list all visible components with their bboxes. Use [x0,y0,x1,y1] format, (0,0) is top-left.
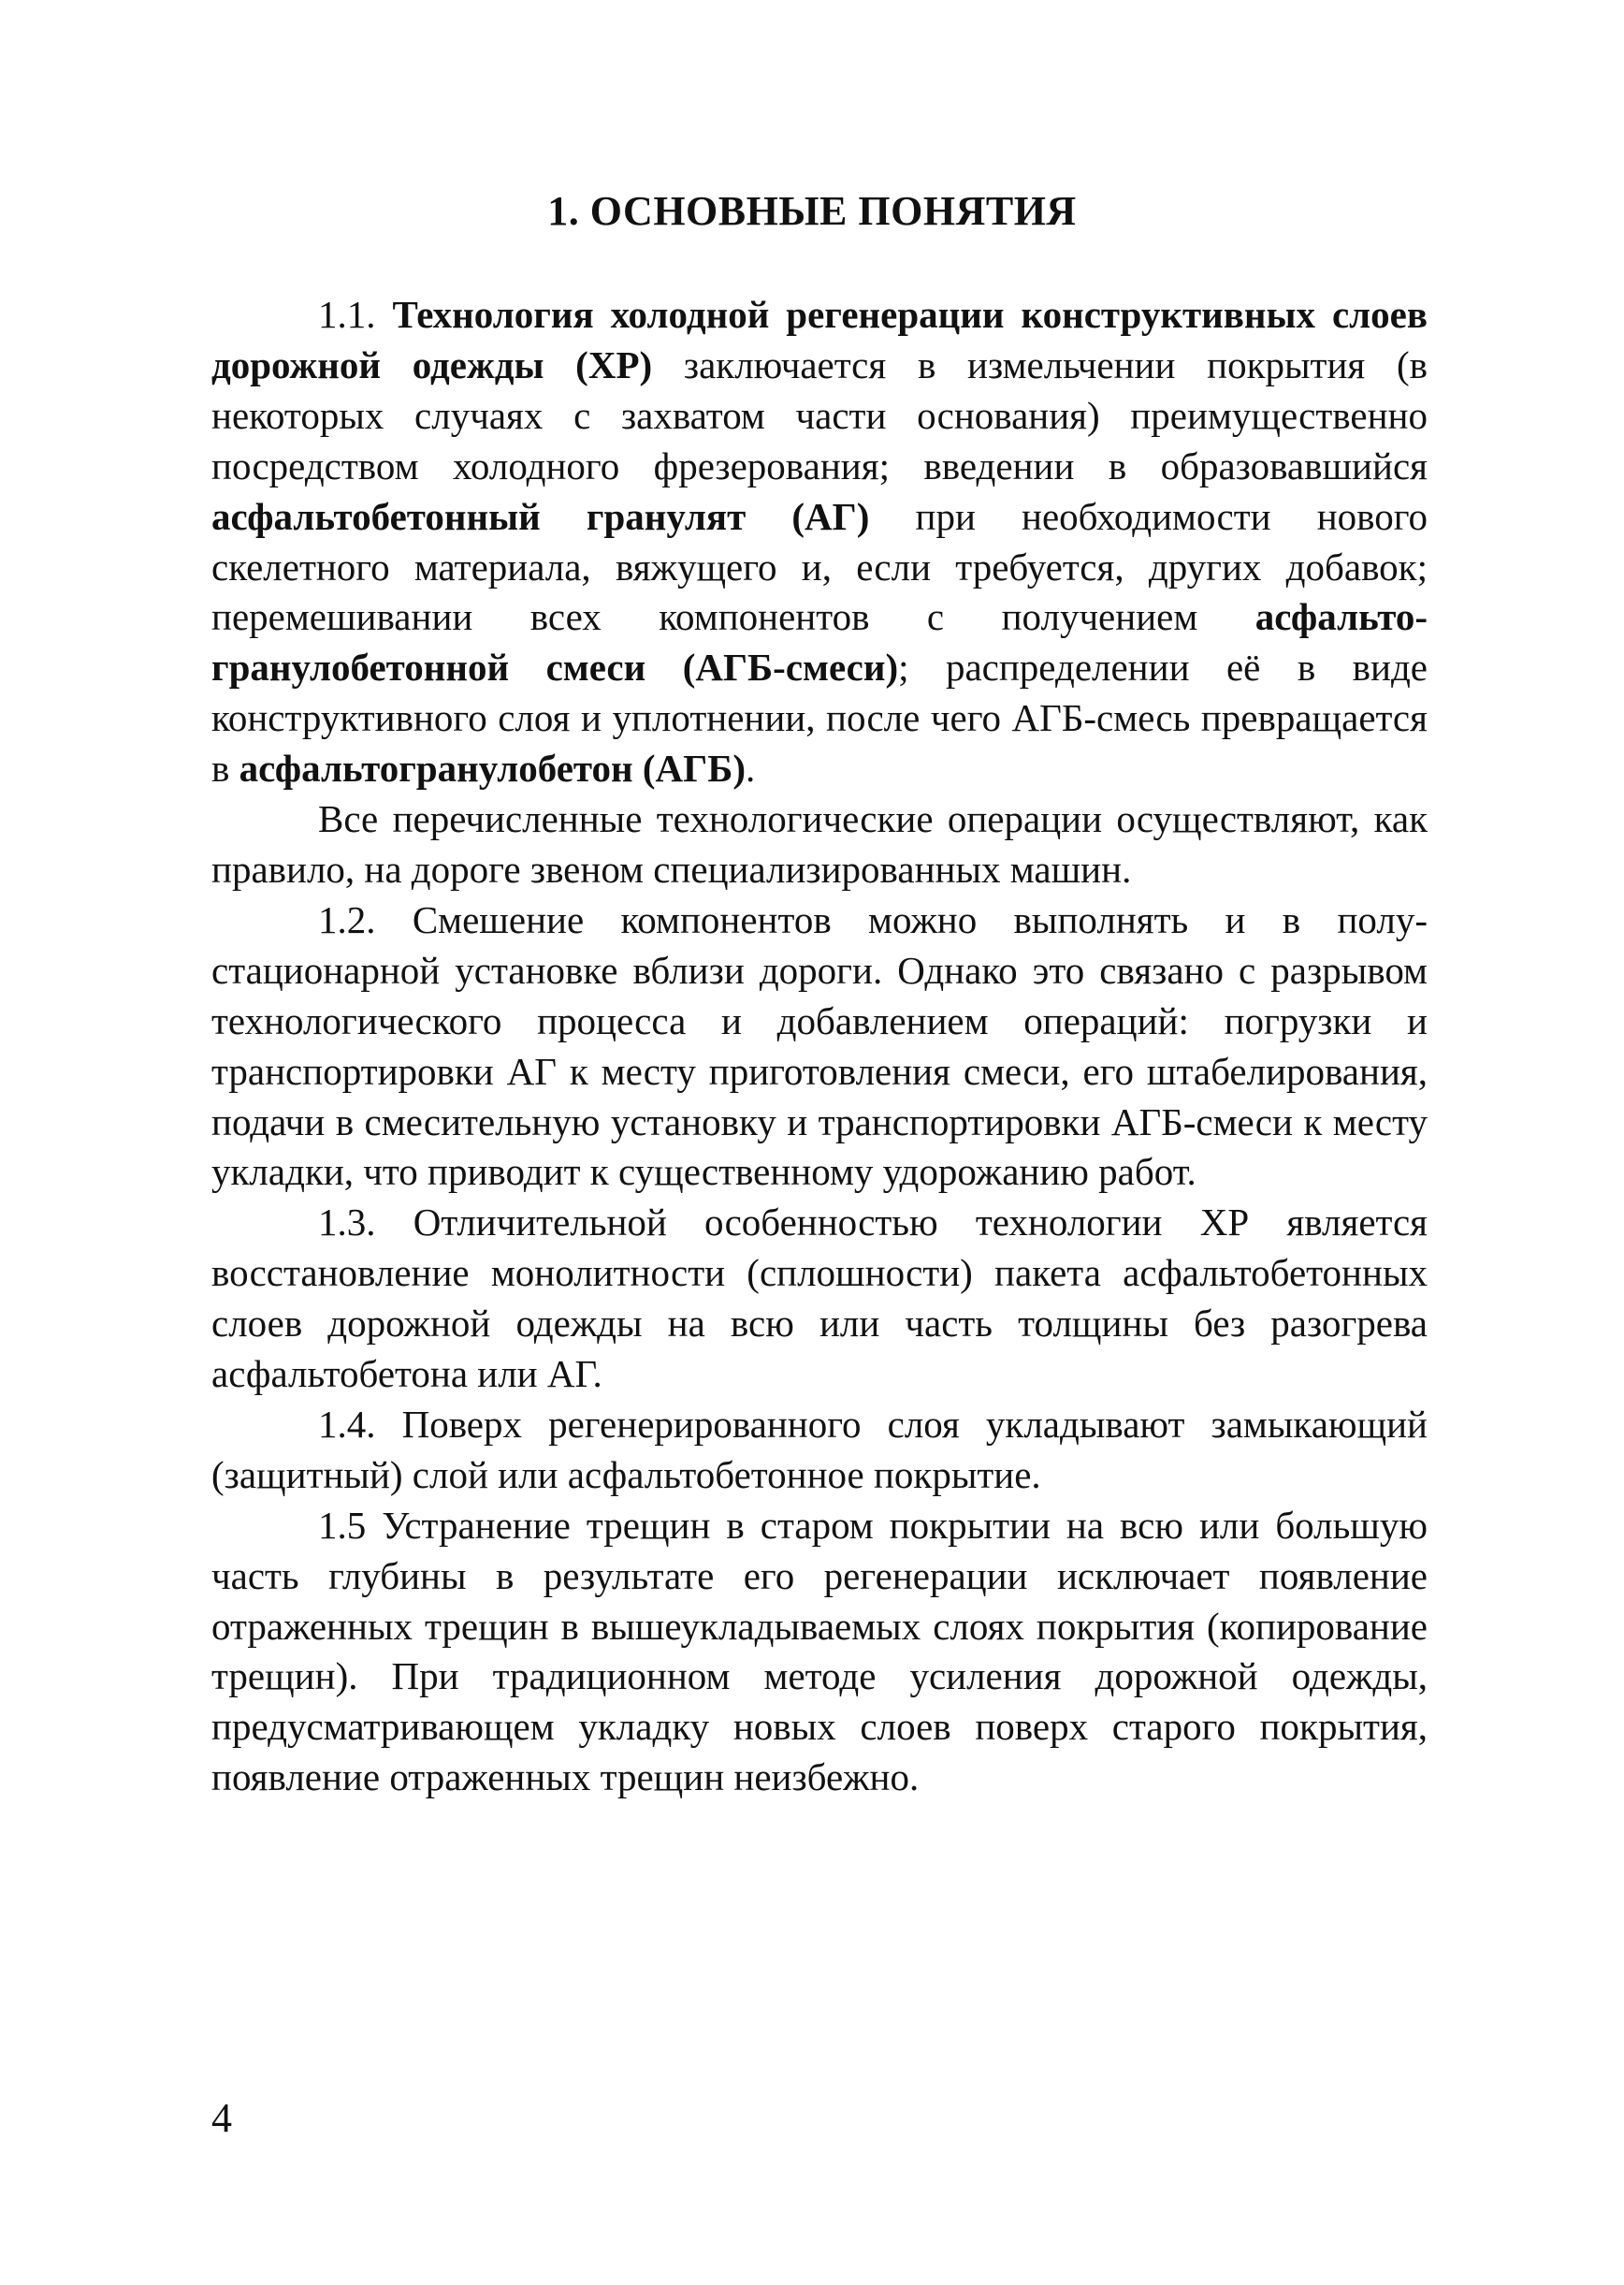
section-heading: 1. ОСНОВНЫЕ ПОНЯТИЯ [547,188,1077,234]
text-run: 1.2. Смешение компонентов можно выполнять и в полустационарной установке вблизи дороги. Однако это связано с разрывом технологического процесса и добавлением операций: погрузки и транспортировки АГ к месту приготовления смеси, его штабелирования, подачи в смесительную установку и транспортировки АГБ-смеси к месту укладки, что приводит к существенному удорожанию работ. [211,897,1428,1194]
page-number: 4 [211,2095,232,2141]
body-text [211,290,1428,1803]
paragraph-1-2 [211,895,1428,1198]
text-run: 1.4. Поверх регенерированного слоя укладывают замыкающий (защитный) слой или асфальтобетонное покрытие. [211,1402,1428,1496]
bold-term: асфальтогранулобетон (АГБ) [239,747,746,791]
paragraph-1-3 [211,1198,1428,1400]
paragraph-1-1 [211,290,1428,794]
text-run: при необходимости нового скелетного материала, вяжущего и, если требуется, других добавок; перемешивании всех компонентов с получением [211,494,1428,639]
paragraph-1-1-continuation [211,794,1428,895]
paragraph-1-5 [211,1501,1428,1803]
text-run: Все перечисленные технологические операции осуществляют, как правило, на дороге звеном специализированных машин. [211,797,1428,891]
text-run: 1.5 Устранение трещин в старом покрытии на всю или большую часть глубины в результате его регенерации исключает появление отраженных трещин в вышеукладываемых слоях покрытия (копирование трещин). При традиционном методе усиления дорожной одежды, предусматривающем укладку новых слоев поверх старого покрытия, появление отраженных трещин неизбежно. [211,1503,1428,1799]
text-run: 1.3. Отличительной особенностью технологии ХР является восстановление монолитности (сплошности) пакета асфальтобетонных слоев дорожной одежды на всю или часть толщины без разогрева асфальтобетона или АГ. [211,1201,1428,1396]
bold-term: Технология холодной регенерации конструктивных слоев дорожной одежды (ХР) [211,293,1428,386]
text-run: ; распределении её в виде конструктивного слоя и уплотнении, после чего АГБ-смесь превращается в [211,646,1428,791]
paragraph-1-4 [211,1400,1428,1501]
bold-term: асфальтобетонный гранулят (АГ) [211,494,870,538]
text-run: заключается в измельчении покрытия (в некоторых случаях с захватом части основания) преимущественно посредством холодного фрезерования; введении в образовавшийся [211,342,1428,488]
bold-term: асфальтогранулобетонной смеси (АГБ-смеси) [211,595,1428,690]
text-run: . [745,747,756,791]
text-run: 1.1. [318,293,393,336]
